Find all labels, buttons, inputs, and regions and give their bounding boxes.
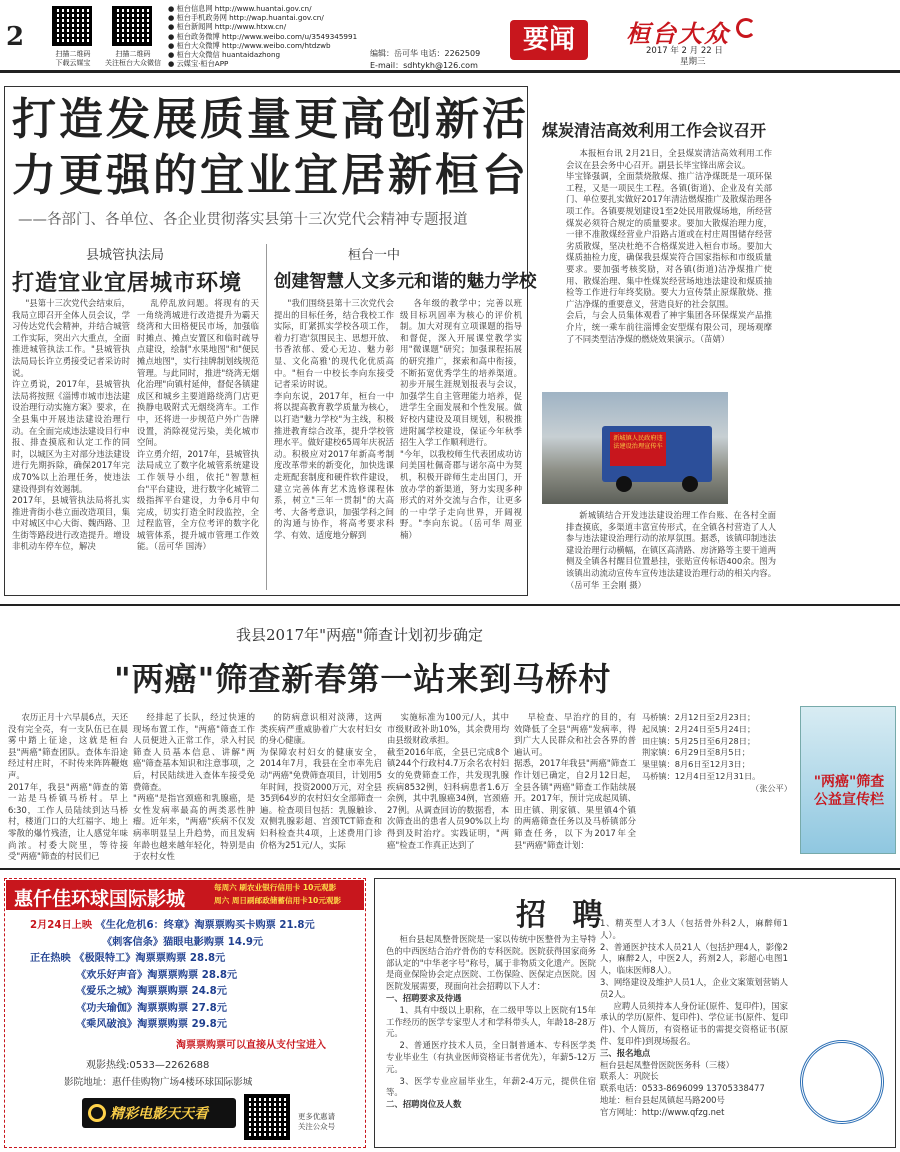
qr-code-wechat[interactable]: [112, 6, 152, 46]
movie-list: [30, 918, 362, 1034]
cinema-qr-caption: 更多优惠请 关注公众号: [298, 1112, 335, 1131]
story2-col1-text: "我们围绕县第十三次党代会提出的目标任务，结合我校工作实际，盯紧抓实学校各项工作，着力打造'氛围民主、思想开放、书香浓郁、爱心无边、魅力彰显、文化高雅'的现代化优质高中。"桓台一中校长李向东接受记者采访时说。 李向东说，2017年，桓台一中将以提高教育教学质量为核心，以打造"魅力学校"为主线，积极推进教育综合改革，提升学校管理水平。做好建校65周年庆祝活动。积极应对2017年新高考制度改革带来的新变化，加快选课走班配套制度和硬件软件建设，建立完善体育艺术选修课程体系，树立"三年一贯制"的大高考、大备考意识，加强学科之间的沟通与协作，将高考要求科学、有效、适度地分解到: [274, 298, 394, 540]
cancer-col2-text: 经排起了长队，经过快速的现场布置工作，"两癌"筛查工作人员便进入正常工作，录入村民筛查人员基本信息、讲解"两癌"筛查基本知识和注意事项，之后，村民陆续进入查体车接受免费筛查。 "两癌"是指宫颈癌和乳腺癌，是女性发病率最高的两类恶性肿瘤。近年来，"两癌"疾病不仅发病率明显呈上升趋势，而且发病年龄也越来越年轻化，特别是由于农村女性: [133, 712, 255, 862]
story2-kicker: 桓台一中: [348, 248, 401, 263]
cinema-hotline: 观影热线:0533—2262688: [86, 1060, 210, 1071]
hospital-logo-icon: [800, 1040, 884, 1124]
story2-col2: [400, 298, 522, 590]
schedule-item: 马桥镇：12月4日至12月31日。: [642, 770, 761, 781]
story2-col1: [274, 298, 394, 590]
recruit-phone[interactable]: 联系电话：0533-8696099 13705338477: [600, 1083, 765, 1094]
header-link[interactable]: ● 桓台大众微博 http://www.weibo.com/htdzwb: [168, 40, 331, 50]
movie-item[interactable]: 《刺客信条》猫眼电影购票 14.9元: [102, 936, 264, 948]
cancer-kicker: 我县2017年"两癌"筛查计划初步确定: [236, 626, 483, 644]
story1-col2-text: 乱停乱放问题。将现有的天一角绕湾城进行改造提升为霸天绕湾和大田格便民市场，加强临时摊点、摊点安置区和临时疏导点建设，绘制"水果地图"和"便民摊点地图"，实行挂牌制划线规范管理。与此同时，推进"绕湾无烟化治理"向镇村延伸，督促各镇建成区和城乡主要道路绕湾门店更换静电吸附式无烟绕湾车。工作中，还将进一步规范户外广告牌设置，消除视觉污染，美化城市空间。 许立勇介绍，2017年，县城管执法局成立了数字化城管系统建设工作领导小组，依托"智慧桓台"平台建设，进行数字化城管二级指挥平台建设，力争6月中旬完成，切实打造全时段监控，全过程监管，全方位考评的数字化城管体系，提升城市管理工作效能。（岳可华 国涛）: [137, 298, 259, 552]
qr2-caption: 扫描二维码 关注桓台大众微信: [105, 50, 161, 67]
recruit-left: [386, 934, 596, 1111]
cancer-col4-text: 实施标准为100元/人，其中市级财政补助10%，其余费用均由县级财政承担。 截至2016年底，全县已完成8个镇244个行政村4.7万余名农村妇女的免费筛查工作，共发现乳腺疾病8532例，妇科病患者1.6万余例，其中乳腺癌34例，宫颈癌27例。从调查回访的数据看，本次筛查出的患者人员90%以上均得到及时治疗。实践证明，"两癌"检查工作真正达到了: [387, 712, 509, 850]
photo-caption: 新城镇结合开发违法建设治理工作台账、在各村全面排查摸底，多渠道丰富宣传形式，在全镇各村营造了人人参与违法建设治理行动的浓厚氛围。据悉，该镇印制违法建设治理行动横幅，在镇区高清路、房济路等主要干道两侧及全镇各村醒目位置悬挂，张贴宣传标语400余。图为该镇出动流动宣传车宣传违法建设治理行动的相关内容。（岳可华 王会刚 摄）: [566, 510, 776, 590]
coal-body: [566, 148, 772, 376]
lead-subtitle: ——各部门、各单位、各企业贯彻落实县第十三次党代会精神专题报道: [18, 212, 468, 228]
story1-kicker: 县城管执法局: [86, 248, 165, 263]
schedule-item: 田庄镇：5月25日至6月28日；: [642, 735, 756, 746]
header-link[interactable]: ● 桓台大众微信 huantaidazhong: [168, 50, 281, 60]
schedule-item: 荆家镇：6月29日至8月5日；: [642, 747, 750, 758]
qr-code-app[interactable]: [52, 6, 92, 46]
header-link[interactable]: ● 桓台信息网 http://www.huantai.gov.cn/: [168, 4, 312, 13]
header-links: [168, 4, 368, 68]
recruit-place: 桓台县起凤整骨医院医务科（三楼）: [600, 1059, 734, 1070]
cancer-col3: [260, 712, 382, 862]
schedule-item: 起凤镇：2月24日至5月24日；: [642, 723, 756, 734]
movie-item[interactable]: 《爱乐之城》淘票票购票 24.8元: [76, 986, 227, 997]
cinema-qr-code[interactable]: [244, 1094, 290, 1140]
recruit-position: 2、普通医护技术人员21人（包括护理4人，影像2人，麻醉2人，中医2人，药剂2人，彩超心电图1人，临床医师8人）。: [600, 941, 788, 976]
recruit-website[interactable]: 官方网址：http://www.qfzg.net: [600, 1106, 725, 1117]
photo-wheel: [616, 476, 632, 492]
recruit-apply: 应聘人员须持本人身份证(原件、复印件)，国家承认的学历(原件、复印件)、学位证书(原件、复印件)、个人简历，有资格证书的需提交资格证书(原件、复印件)到现场报名。: [600, 1000, 788, 1046]
recruit-req: 3、医学专业应届毕业生，年薪2-4万元，提供住宿等。: [386, 1075, 596, 1098]
screening-schedule: [642, 712, 792, 795]
story1-headline: 打造宜业宜居城市环境: [12, 270, 243, 296]
cinema-address: 影院地址：惠仟佳购物广场4楼环球国际影城: [64, 1077, 253, 1088]
recruit-address: 地址：桓台县起凤镇起马路200号: [600, 1094, 725, 1105]
header-link[interactable]: ● 桓台手机政务网 http://wap.huantai.gov.cn/: [168, 13, 324, 23]
coal-headline: 煤炭清洁高效利用工作会议召开: [542, 121, 767, 140]
movie-item[interactable]: 《功夫瑜伽》淘票票购票 27.8元: [76, 1002, 227, 1014]
cancer-col1: [8, 712, 128, 862]
cancer-col1-text: 农历正月十六早晨6点，天还没有完全亮，有一支队伍已在晨雾中踏上征途，这就是桓台县"两癌"筛查团队。查体车沿途经过村庄时，不时传来阵阵鞭炮声。 2017年，我县"两癌"筛查的第一站是马桥镇马桥村。早上6:30，工作人员陆续到达马桥村，楼道门口的大红福字、地上零散的爆竹残渣，让人感觉年味尚浓。村委大院里，等待接受"两癌"筛查的村民们已: [8, 712, 128, 862]
header-link[interactable]: ● 桓台新闻网 http://www.htxw.cn/: [168, 22, 287, 32]
section-rule: [0, 604, 900, 606]
lead-title: 打造发展质量更高创新活 力更强的宜业宜居新桓台: [12, 94, 529, 201]
movie-item[interactable]: 《生化危机6：终章》淘票票购买卡购票 21.8元: [95, 920, 315, 931]
recruit-contact: 联系人：巩院长: [600, 1071, 659, 1082]
story2-headline: 创建智慧人文多元和谐的魅力学校: [274, 272, 537, 292]
story2-col2-text: 各年级的教学中；完善以班级目标巩固率为核心的评价机制。加大对现有立项课题的指导和督促，深入开展课堂教学实用"微课题"研究；加强课程拓展的研究推广，探索和高中衔接，不断拓宽优秀学生的培养渠道。初步开展生涯规划报表与会议，加强学生自主管理能力培养，促进学生全面发展和个性发展。做好校内建设及项目规划，积极推进附属学校建设，保证今年秋季招生入学工作顺利进行。 "今年，以我校师生代表团成功访问美国杜佩奇郡与诺尔高中为契机，积极开辟师生走出国门，开放办学的新渠道，努力实现多种形式的对外交流与合作，让更多的一中学子走向世界，开阔视野。"李向东说。（岳可华 周亚楠）: [400, 298, 522, 540]
photo-banner: 新城镇人民政府违法建设治理宣传车: [610, 432, 666, 466]
email-link[interactable]: E-mail：sdhtykh@126.com: [370, 61, 478, 70]
cinema-logo-text: 精彩电影天天看: [110, 1106, 208, 1122]
schedule-author: （张公平）: [751, 782, 792, 793]
issue-date: 2017 年 2 月 22 日 星期三: [646, 46, 723, 67]
news-photo: [542, 392, 728, 504]
movie-item[interactable]: 正在热映 《极限特工》淘票票购票 28.8元: [30, 953, 226, 964]
ad-rule: [0, 868, 900, 870]
recruit-sec2: 二、招聘岗位及人数: [386, 1099, 462, 1110]
recruit-headline: 招 聘: [516, 898, 611, 933]
cancer-headline: "两癌"筛查新春第一站来到马桥村: [114, 660, 612, 698]
recruit-intro: 桓台县起凤整骨医院是一家以传统中医整骨为主导特色的中西医结合治疗骨伤的专科医院。医院获得国家商务部认定的"中华老字号"称号，属于非物质文化遗产。医院是商业保险协会定点医院、工伤保险、医保定点医院。因医院发展需要，现面向社会招聘以下人才：: [386, 934, 596, 992]
coal-body-text: 本报桓台讯 2月21日，全县煤炭清洁高效利用工作会议在县会务中心召开。副县长毕宝锋出席会议。 毕宝锋强调，全面禁烧散煤、推广洁净煤既是一项环保工程，又是一项民生工程。各镇(街道)、企业及有关部门、单位要扎实做好2017年清洁燃煤推广及散煤治理各项工作。各镇要规划建设1至2处民用散煤场地，所经营煤炭必须符合规定的质量要求。要加大散煤治理力度，一律不准散煤经营业户沿路占道或在村庄周围储存经营劣质散煤，坚决杜绝不合格煤炭进入桓台市场。要加大煤质抽检力度，确保我县煤炭符合国家指标和市级质量要求。要加强考核奖励，对各镇(街道)洁净煤推广使用、散煤治理、集中性煤炭经营场地违法建设和煤质抽检等工作进行年终奖励。要大力宣传禁止原煤散烧、推广洁净煤的重要意义，营造良好的社会氛围。 会后，与会人员集体观看了神宇集团各环保煤炭产品推介片，统一乘车前往淄博金安型煤有限公司，现场观摩了不同类型洁净煤的燃烧效果演示。（苗婧）: [566, 148, 772, 344]
cancer-col3-text: 的防病意识相对淡薄，这两类疾病严重威胁着广大农村妇女的身心健康。 为保障农村妇女的健康安全，2014年7月，我县在全市率先启动"两癌"免费筛查项目，计划用5年时间，投资2000万元，对全县35到64岁的农村妇女全部筛查一遍。检查项目包括：乳腺触诊、双侧乳腺彩超、宫颈TCT筛查和妇科检查共4项，上述费用门诊价格为251元/人，实际: [260, 712, 382, 850]
editor-info: 编辑：岳可华 电话：2262509 E-mail：sdhtykh@126.com: [370, 49, 481, 70]
recruit-sec3: 三、报名地点: [600, 1047, 651, 1058]
story1-col1: [12, 298, 130, 590]
screening-poster: [800, 706, 896, 854]
photo-wheel: [682, 476, 698, 492]
section-badge: 要闻: [510, 20, 588, 60]
recruit-sec1: 一、招聘要求及待遇: [386, 992, 462, 1003]
alipay-note: 淘票票购票可以直接从支付宝进入: [176, 1040, 326, 1051]
logo-mark-icon: [736, 18, 756, 38]
film-reel-icon: [88, 1104, 106, 1122]
cancer-col5: [514, 712, 636, 862]
paper-logo: 桓台大众: [626, 19, 730, 48]
page-number: 2: [6, 22, 25, 52]
recruit-position: 1、精英型人才3人（包括骨外科2人，麻醉师1人）。: [600, 918, 788, 940]
recruit-req: 1、具有中级以上职称，在二级甲等以上医院有15年工作经历的医学专家型人才和学科带头人，年龄18-28万元。: [386, 1004, 596, 1039]
cancer-col2: [133, 712, 255, 862]
story-divider: [266, 244, 267, 590]
qr1-caption: 扫描二维码 下载云媒宝: [55, 50, 91, 67]
cancer-col4: [387, 712, 509, 862]
cinema-promos: 每周六 刷农业银行信用卡 10元观影 周六 周日刷邮政储蓄信用卡10元观影: [214, 883, 342, 905]
release-date: 2月24日上映: [30, 920, 93, 931]
schedule-item: 马桥镇：2月12日至2月23日；: [642, 712, 756, 722]
story1-col1-text: "县第十三次党代会结束后，我局立即召开全体人员会议，学习传达党代会精神，并结合城管工作实际，突出六大重点，全面推进城管执法工作。"县城管执法局局长许立勇接受记者采访时说。 许立勇说，2017年，县城管执法局将按照《淄博市城市违法建设治理行动实施方案》要求，在全县集中开展违法建设治理行动。在全面完成违法建设目行申报、排查摸底和认定工作的同时，以城区为主对部分违法建设进行先期拆除，确保2017年完成70%以上治理任务，使违法建设得到有效遏制。 2017年，县城管执法局将扎实推进背街小巷立面改造项目，集中对城区中心大街、魏西路、卫生街等路段进行改造提升。增设非机动车停车位，解决: [12, 298, 130, 552]
cancer-col5-text: 早检查、早治疗的目的，有效降低了全县"两癌"发病率，得到广大人民群众和社会各界的普遍认可。 据悉，2017年我县"两癌"筛查工作计划已确定，自2月12日起，全县各镇"两癌"筛查工作陆续展开。2017年，预计完成起凤镇、田庄镇、荆家镇、果里镇4个镇的两癌筛查任务以及马桥镇部分筛查任务，以下为2017年全县"两癌"筛查计划：: [514, 712, 636, 850]
recruit-req: 2、普通医疗技术人员，全日制普通本、专科医学类专业毕业生（有执业医师资格证书者优先），年薪5-12万元。: [386, 1040, 596, 1074]
poster-title: "两癌"筛查 公益宣传栏: [813, 774, 885, 808]
header-rule: [0, 70, 900, 73]
movie-item[interactable]: 《欢乐好声音》淘票票购票 28.8元: [76, 969, 238, 981]
recruit-position: 3、网络建设及维护人员1人，企业文案策划营销人员2人。: [600, 976, 788, 999]
story1-col2: [137, 298, 259, 590]
header-link[interactable]: ● 云媒宝·桓台APP: [168, 59, 229, 69]
header-link[interactable]: ● 桓台政务微博 http://www.weibo.com/u/3549345991: [168, 31, 358, 41]
cinema-title: 惠仟佳环球国际影城: [14, 888, 186, 910]
schedule-item: 果里镇：8月6日至12月3日；: [642, 759, 750, 770]
movie-item[interactable]: 《乘风破浪》淘票票购票 29.8元: [76, 1019, 227, 1030]
recruit-right: [600, 918, 788, 1119]
